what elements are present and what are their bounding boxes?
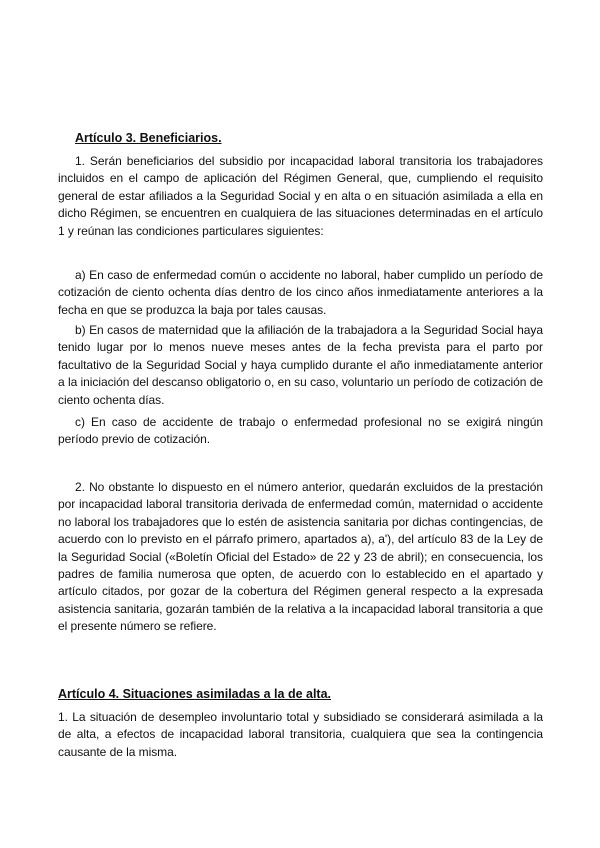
article-4-paragraph-1: 1. La situación de desempleo involuntario total y subsidiado se considerará asimilada a la de alta, a efectos de incapacidad laboral transitoria, cualquiera que sea la contingencia causante de la misma. bbox=[58, 710, 543, 759]
article-3-item-c: c) En caso de accidente de trabajo o enfermedad profesional no se exigirá ningún período previo de cotización. bbox=[58, 415, 543, 447]
article-4-heading: Artículo 4. Situaciones asimiladas a la de alta. bbox=[58, 687, 332, 701]
article-3-paragraph-2: 2. No obstante lo dispuesto en el número anterior, quedarán excluidos de la prestación por incapacidad laboral transitoria derivada de enfermedad común, maternidad o accidente no laboral los trabajadores que lo estén de asistencia sanitaria por dichas contingencias, de acuerdo con lo previsto en el párrafo primero, apartados a), a'), del artículo 83 de la Ley de la Seguridad Social («Boletín Oficial del Estado» de 22 y 23 de abril); en consecuencia, los padres de familia numerosa que opten, de acuerdo con lo establecido en el apartado y artículo citados, por gozar de la cobertura del Régimen general respecto a la expresada asistencia sanitaria, gozarán también de la relativa a la incapacidad laboral transitoria a que el presente número se refiere. bbox=[58, 480, 543, 634]
article-3-item-b: b) En casos de maternidad que la afiliación de la trabajadora a la Seguridad Social haya tenido lugar por lo menos nueve meses antes de la fecha prevista para el parto por facultativo de la Seguridad Social y haya cumplido durante el año inmediatamente anterior a la iniciación del descanso obligatorio o, en su caso, voluntario un período de cotización de ciento ochenta días. bbox=[58, 323, 543, 407]
article-3-heading: Artículo 3. Beneficiarios. bbox=[75, 131, 222, 145]
article-3-paragraph-1: 1. Serán beneficiarios del subsidio por incapacidad laboral transitoria los trabajadores incluidos en el campo de aplicación del Régimen General, que, cumpliendo el requisito general de estar afiliados a la Seguridad Social y en alta o en situación asimilada a ella en dicho Régimen, se encuentren en cualquiera de las situaciones determinadas en el artículo 1 y reúnan las condiciones particulares siguientes: bbox=[58, 154, 543, 238]
article-3-item-a: a) En caso de enfermedad común o accidente no laboral, haber cumplido un período de cotización de ciento ochenta días dentro de los cinco años inmediatamente anteriores a la fecha en que se produzca la baja por tales causas. bbox=[58, 268, 543, 317]
